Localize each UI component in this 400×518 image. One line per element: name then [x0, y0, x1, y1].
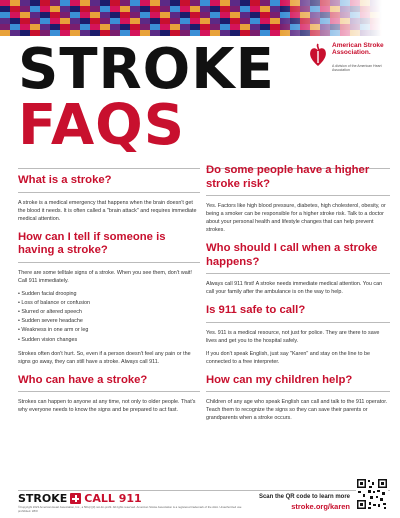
list-item: • Sudden severe headache — [18, 317, 200, 326]
question-heading: Who should I call when a stroke happens? — [206, 242, 378, 268]
right-column — [206, 164, 390, 422]
logo-name: American Stroke Association. — [332, 42, 384, 56]
question-heading: How can my children help? — [206, 373, 353, 386]
asa-logo — [308, 40, 394, 74]
answer-text: A stroke is a medical emergency that happens when the brain doesn't get the blood it needs. It is often called a "brain attack" and requires immediate medical attention. — [18, 199, 197, 222]
plus-icon — [70, 493, 81, 504]
question-heading: Do some people have a higher stroke risk? — [206, 164, 370, 190]
copyright-text: ©Copyright 2023 American Heart Association, Inc., a 501(c)(3) not-for-profit. All rights reserved. American Stroke Association is a registered trademark of the AHA. Unauthorized use prohibited. WF# — [18, 505, 242, 513]
title-line-2: FAQS — [18, 93, 186, 158]
divider — [206, 273, 390, 274]
list-item: • Weakness in one arm or leg — [18, 326, 200, 335]
left-column — [18, 170, 200, 414]
title-line-1: STROKE — [18, 37, 275, 102]
divider — [18, 192, 200, 193]
answer-text: Strokes often don't hurt. So, even if a person doesn't feel any pain or the signs go away, they can still have a stroke. Always call 911. — [18, 350, 191, 365]
answer-text: Always call 911 first! A stroke needs immediate medical attention. You can call your family after the ambulance is on the way to help. — [206, 281, 383, 295]
footer-brand-call: CALL 911 — [84, 492, 142, 505]
logo-division: A division of the American Heart Association — [332, 64, 382, 72]
list-item: • Slurred or altered speech — [18, 308, 200, 317]
decorative-banner — [0, 0, 400, 36]
divider — [18, 391, 200, 392]
answer-text: Yes. 911 is a medical resource, not just for police. They are there to save lives and get you to the hospital safely. — [206, 329, 380, 344]
divider — [206, 391, 390, 392]
column-divider — [18, 168, 200, 169]
qr-code-icon[interactable] — [356, 478, 388, 510]
divider — [206, 322, 390, 323]
question-heading: How can I tell if someone is having a stroke? — [18, 230, 166, 256]
list-item: • Loss of balance or confusion — [18, 299, 200, 308]
answer-text: Yes. Factors like high blood pressure, diabetes, high cholesterol, obesity, or being a smoker can be responsible for a higher stroke risk. Talk to a doctor about your personal health and lifestyle changes that can help prevent strokes. — [206, 203, 386, 233]
qr-caption: Scan the QR code to learn more — [258, 494, 350, 500]
heart-torch-icon — [308, 42, 328, 68]
footer-brand — [18, 492, 142, 505]
answer-text: Children of any age who speak English can call and talk to the 911 operator. Teach them to recognize the signs so they can save their parents or grandparents when a stroke occurs. — [206, 399, 388, 421]
footer-divider — [18, 490, 390, 491]
stroke-signs-list — [18, 290, 200, 345]
qr-link[interactable]: stroke.org/karen — [291, 502, 350, 511]
answer-text: Strokes can happen to anyone at any time, not only to older people. That's why everyone needs to know the signs and be prepared to act fast. — [18, 399, 196, 414]
question-heading: Who can have a stroke? — [18, 373, 148, 386]
list-item: • Sudden vision changes — [18, 336, 200, 345]
footer-brand-stroke: STROKE — [18, 492, 68, 505]
list-item: • Sudden facial drooping — [18, 290, 200, 299]
answer-text: If you don't speak English, just say "Karen" and stay on the line to be connected to a free interpreter. — [206, 350, 370, 365]
question-heading: What is a stroke? — [18, 174, 112, 186]
question-heading: Is 911 safe to call? — [206, 304, 306, 316]
divider — [18, 262, 200, 263]
divider — [206, 195, 390, 196]
answer-text: There are some telltale signs of a stroke. When you see them, don't wait! Call 911 immediately. — [18, 269, 192, 284]
